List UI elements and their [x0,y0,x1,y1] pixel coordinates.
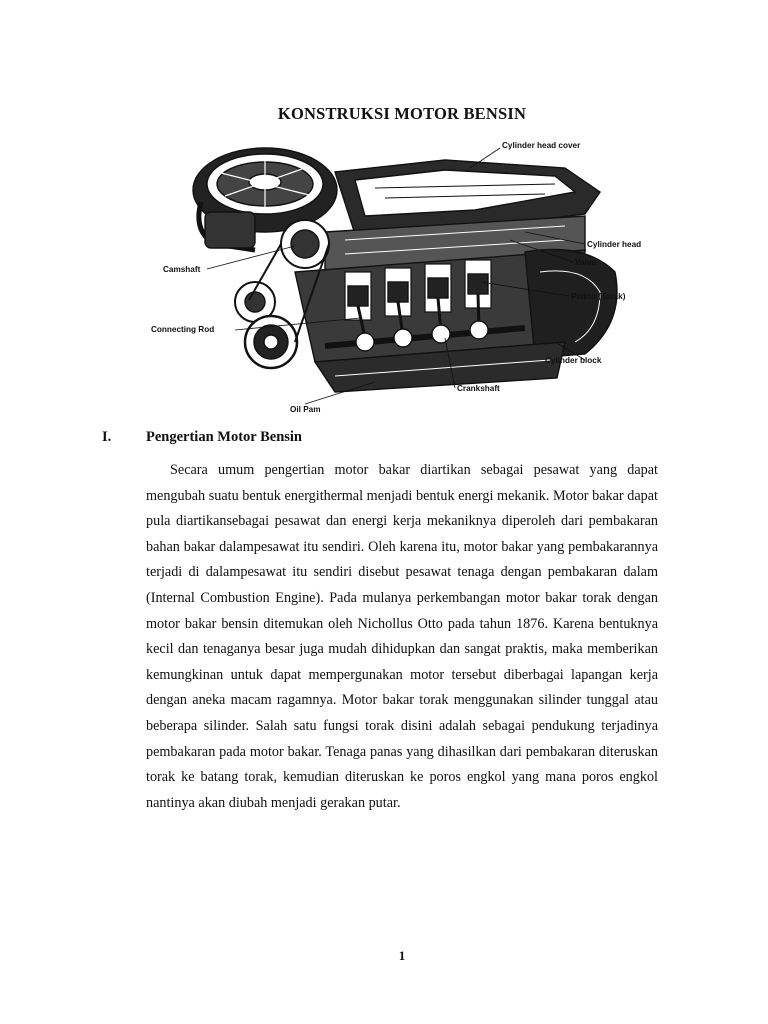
label-cylinder-head: Cylinder head [587,240,642,249]
section-number: I. [102,429,112,445]
body-paragraph: Secara umum pengertian motor bakar diartikan sebagai pesawat yang dapat mengubah suatu bentuk energithermal menjadi bentuk energi mekanik. Motor bakar dapat pula diartikansebagai pesawat dan energi kerja mekaniknya diperoleh dari pembakaran bahan bakar dalampesawat itu sendiri. Oleh karena itu, motor bakar yang pembakarannya terjadi di dalampesawat itu sendiri disebut pesawat tenaga dengan pembakaran dalam (Internal Combustion Engine). Pada mulanya perkembangan motor bakar torak dengan motor bakar bensin ditemukan oleh Nichollus Otto pada tahun 1876. Karena bentuknya kecil dan tenaganya besar juga mudah dihidupkan dan sangat praktis, maka memberikan kemungkinan untuk dapat mempergunakan motor tersebut diberbagai lapangan kerja dengan aneka macam ragamnya. Motor bakar torak menggunakan silinder tunggal atau beberapa silinder. Salah satu fungsi torak disini adalah sebagai pendukung terjadinya pembakaran pada motor bakar. Tenaga panas yang dihasilkan dari pembakaran diteruskan torak ke batang torak, kemudian diteruskan ke poros engkol yang mana poros engkol nantinya akan diubah menjadi gerakan putar. [146,462,658,811]
document-title: KONSTRUKSI MOTOR BENSIN [277,104,527,123]
label-cylinder-block: Cylinder block [545,356,602,365]
label-camshaft: Camshaft [163,265,201,274]
label-piston: Piston (Torak) [571,292,626,301]
label-oil-pam: Oil Pam [290,405,321,414]
label-crankshaft: Crankshaft [457,384,500,393]
label-connecting-rod: Connecting Rod [151,325,215,334]
engine-diagram [145,132,645,417]
section-title: Pengertian Motor Bensin [146,429,302,445]
label-cylinder-head-cover: Cylinder head cover [502,141,581,150]
page-number: 1 [398,948,406,963]
label-valve: Valve [575,258,596,267]
